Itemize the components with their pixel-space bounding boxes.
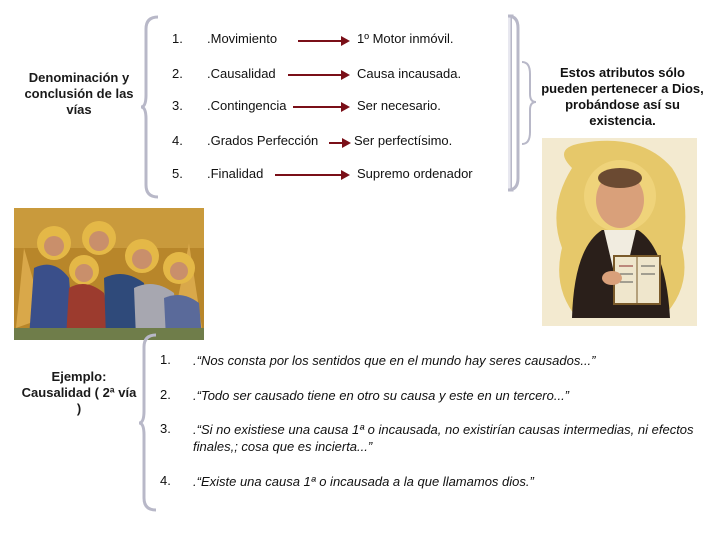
way-name: .Causalidad — [207, 66, 276, 81]
way-conclusion: Causa incausada. — [357, 66, 462, 81]
way-number: 1. — [172, 31, 183, 46]
attributes-brace — [520, 60, 538, 146]
quote-number: 1. — [160, 352, 171, 367]
angels-painting-image — [14, 208, 204, 340]
quote-text: .“Nos consta por los sentidos que en el mundo hay seres causados...” — [193, 353, 596, 368]
way-number: 4. — [172, 133, 183, 148]
quote-text: .“Todo ser causado tiene en otro su causa y este en un tercero...” — [193, 388, 570, 403]
way-name: .Contingencia — [207, 98, 287, 113]
way-name: .Grados Perfección — [207, 133, 319, 148]
saint-portrait-image — [542, 138, 697, 326]
section1-label: Denominación y conclusión de las vías — [24, 70, 134, 117]
way-conclusion: Supremo ordenador — [357, 166, 473, 181]
left-brace-section2 — [138, 333, 158, 513]
arrow-icon — [288, 74, 342, 76]
way-number: 5. — [172, 166, 183, 181]
way-conclusion: 1º Motor inmóvil. — [357, 31, 454, 46]
quote-number: 3. — [160, 421, 171, 436]
arrow-icon — [329, 142, 343, 144]
arrow-icon — [298, 40, 342, 42]
quote-text: .“Existe una causa 1ª o incausada a la que llamamos dios.” — [193, 474, 534, 489]
way-conclusion: Ser perfectísimo. — [354, 133, 453, 148]
section2-label: Ejemplo: Causalidad ( 2ª vía ) — [21, 369, 137, 416]
way-number: 2. — [172, 66, 183, 81]
arrow-icon — [293, 106, 342, 108]
quote-number: 4. — [160, 473, 171, 488]
way-name: .Movimiento — [207, 31, 278, 46]
way-name: .Finalidad — [207, 166, 264, 181]
way-number: 3. — [172, 98, 183, 113]
left-brace-section1 — [140, 15, 160, 200]
quote-number: 2. — [160, 387, 171, 402]
attributes-text: Estos atributos sólo pueden pertenecer a Dios, probándose así su existencia. — [541, 65, 704, 128]
way-conclusion: Ser necesario. — [357, 98, 441, 113]
arrow-icon — [275, 174, 342, 176]
quote-text: .“Si no existiese una causa 1ª o incausada, no existirían causas intermedias, ni efectos finales,; cosa que es incierta...” — [193, 422, 694, 454]
